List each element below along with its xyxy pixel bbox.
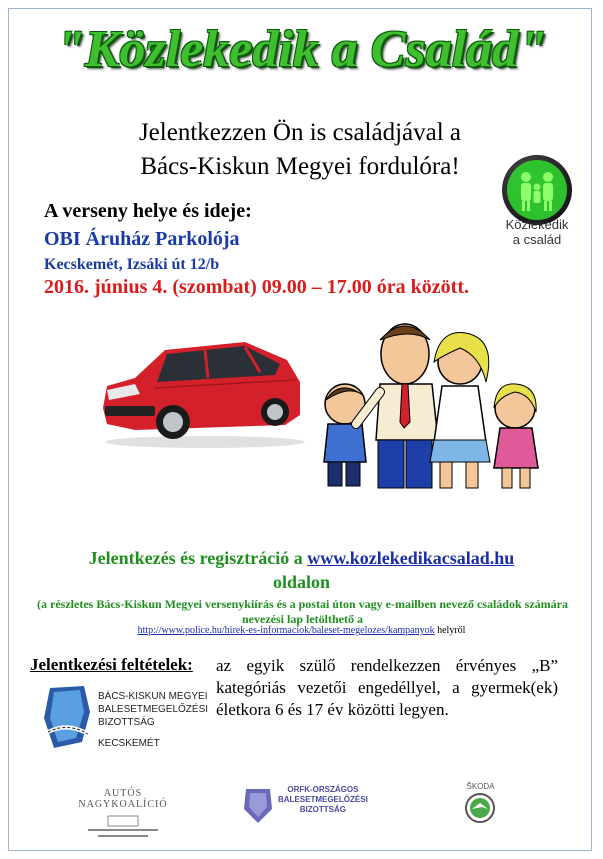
bmb-line-2: BALESETMEGELŐZÉSI (98, 704, 209, 715)
bmb-map-icon (40, 682, 96, 752)
subtitle-line-2: Bács-Kiskun Megyei fordulóra! (140, 153, 460, 180)
conditions-text: az egyik szülő rendelkezzen érvényes „B” kategóriás vezetői engedéllyel, a gyermek(ek) életkora 6 és 17 év közötti legyen. (216, 656, 558, 719)
kozlekedik-a-csalad-logo (492, 155, 582, 250)
venue-label: A verseny helye és ideje: (44, 200, 252, 222)
poster-title: "Közlekedik a Család" (55, 21, 548, 78)
autos-logo-graphic (68, 810, 178, 838)
autos-nagykoalicio-text: AUTÓS NAGYKOALÍCIÓ (78, 788, 168, 810)
venue-date: 2016. június 4. (szombat) 09.00 – 17.00 óra között. (44, 276, 469, 298)
subtitle-line-1: Jelentkezzen Ön is családjával a (138, 119, 462, 146)
conditions-label: Jelentkezési feltételek: (30, 655, 193, 674)
orfk-line-1: ORFK-ORSZÁGOS (287, 785, 359, 794)
registration-note: (a részletes Bács-Kiskun Megyei versenykiírás és a postai úton vagy e-mailben nevező családok számára nevezési lap letölthető a (37, 597, 568, 626)
police-download-link[interactable]: http://www.police.hu/hirek-es-informaciok/baleset-megelozes/kampanyok (137, 625, 435, 636)
skoda-text: ŠKODA (466, 782, 495, 791)
registration-prefix: Jelentkezés és regisztráció a (88, 548, 303, 568)
orfk-line-3: BIZOTTSÁG (299, 805, 346, 814)
orfk-emblem-icon (242, 783, 274, 825)
family-logo-line-1: Közlekedik (505, 217, 569, 232)
bmb-text (98, 690, 208, 729)
download-line (0, 625, 603, 636)
traffic-light-icon (502, 155, 572, 225)
venue-address: Kecskemét, Izsáki út 12/b (44, 256, 220, 273)
autos-nagykoalicio-logo (68, 788, 178, 841)
bmb-logo (40, 682, 210, 762)
skoda-logo (458, 782, 503, 827)
registration-website-link[interactable]: www.kozlekedikacsalad.hu (307, 548, 515, 568)
registration-line (0, 548, 603, 569)
red-car-image (95, 320, 310, 450)
registration-suffix: oldalon (272, 572, 331, 592)
orfk-text (278, 785, 368, 815)
orfk-logo (242, 783, 372, 828)
bmb-line-1: BÁCS-KISKUN MEGYEI (98, 691, 208, 702)
family-logo-line-2: a család (512, 232, 562, 247)
venue-name: OBI Áruház Parkolója (44, 228, 240, 250)
orfk-line-2: BALESETMEGELŐZÉSI (278, 795, 368, 804)
bmb-city: KECSKEMÉT (98, 738, 160, 749)
bmb-line-3: BIZOTTSÁG (98, 717, 155, 728)
cartoon-family-image (310, 312, 555, 492)
subtitle (90, 116, 510, 184)
download-suffix: helyről (437, 625, 466, 636)
skoda-emblem-icon (458, 791, 503, 825)
family-logo-text (492, 217, 582, 247)
